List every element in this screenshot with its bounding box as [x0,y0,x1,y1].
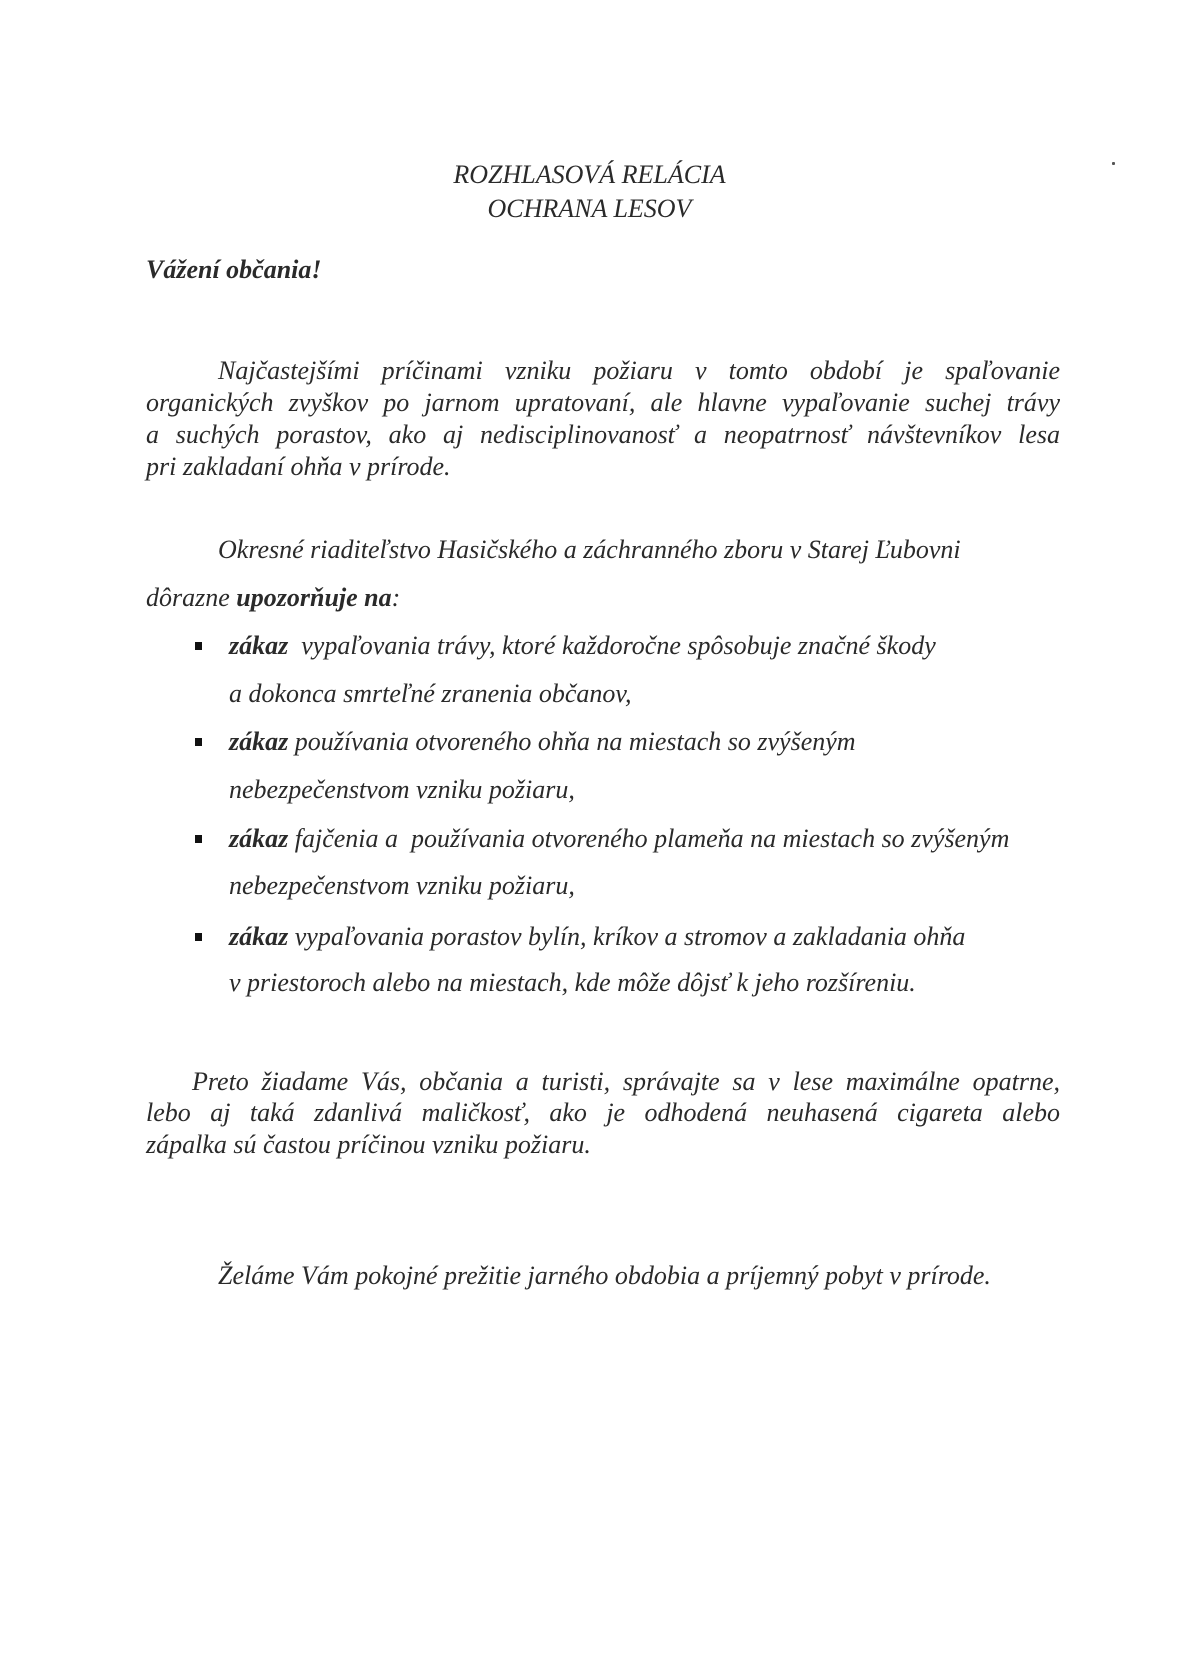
bullet-icon [195,835,202,843]
list-item [229,824,1009,854]
list-item-text: vypaľovania trávy, ktoré každoročne spôsobuje značné škody [288,631,936,660]
list-item-text: fajčenia a používania otvoreného plameňa na miestach so zvýšeným [288,824,1010,853]
list-item [229,631,936,661]
paragraph-line: lebo aj taká zdanlivá maličkosť, ako je odhodená neuhasená cigareta alebo [146,1098,1060,1127]
list-item-continuation: nebezpečenstvom vzniku požiaru, [229,775,575,804]
prohibition-label: zákaz [229,631,289,660]
warning-suffix: : [391,583,401,612]
list-item-text: vypaľovania porastov bylín, kríkov a stromov a zakladania ohňa [288,922,966,951]
closing-wish: Želáme Vám pokojné prežitie jarného obdobia a príjemný pobyt v prírode. [218,1261,991,1290]
prohibition-label: zákaz [229,727,289,756]
bullet-icon [195,738,202,746]
greeting: Vážení občania! [146,255,322,284]
title-line-1: ROZHLASOVÁ RELÁCIA [453,160,726,189]
warning-prefix: dôrazne [146,583,237,612]
list-item-continuation: nebezpečenstvom vzniku požiaru, [229,871,575,900]
title-line-2: OCHRANA LESOV [487,194,692,223]
paragraph-line: organických zvyškov po jarnom upratovaní, ale hlavne vypaľovanie suchej trávy [146,388,1060,417]
warning-intro [146,583,400,613]
prohibition-label: zákaz [229,922,289,951]
paragraph-line: Preto žiadame Vás, občania a turisti, správajte sa v lese maximálne opatrne, [192,1067,1060,1096]
list-item [229,727,856,757]
paragraph-line: a suchých porastov, ako aj nedisciplinovanosť a neopatrnosť návštevníkov lesa [146,420,1060,449]
authority-line: Okresné riaditeľstvo Hasičského a záchranného zboru v Starej Ľubovni [218,535,961,564]
bullet-icon [195,642,202,650]
paragraph-line: Najčastejšími príčinami vzniku požiaru v tomto období je spaľovanie [218,356,1060,385]
list-item-text: používania otvoreného ohňa na miestach so zvýšeným [288,727,856,756]
prohibition-label: zákaz [229,824,289,853]
bullet-icon [195,933,202,941]
list-item [229,922,965,952]
paragraph-line: zápalka sú častou príčinou vzniku požiaru. [146,1130,591,1159]
warning-emphasis: upozorňuje na [236,583,392,612]
paragraph-line: pri zakladaní ohňa v prírode. [146,452,451,481]
list-item-continuation: a dokonca smrteľné zranenia občanov, [229,679,632,708]
list-item-continuation: v priestoroch alebo na miestach, kde môže dôjsť k jeho rozšíreniu. [229,968,916,997]
